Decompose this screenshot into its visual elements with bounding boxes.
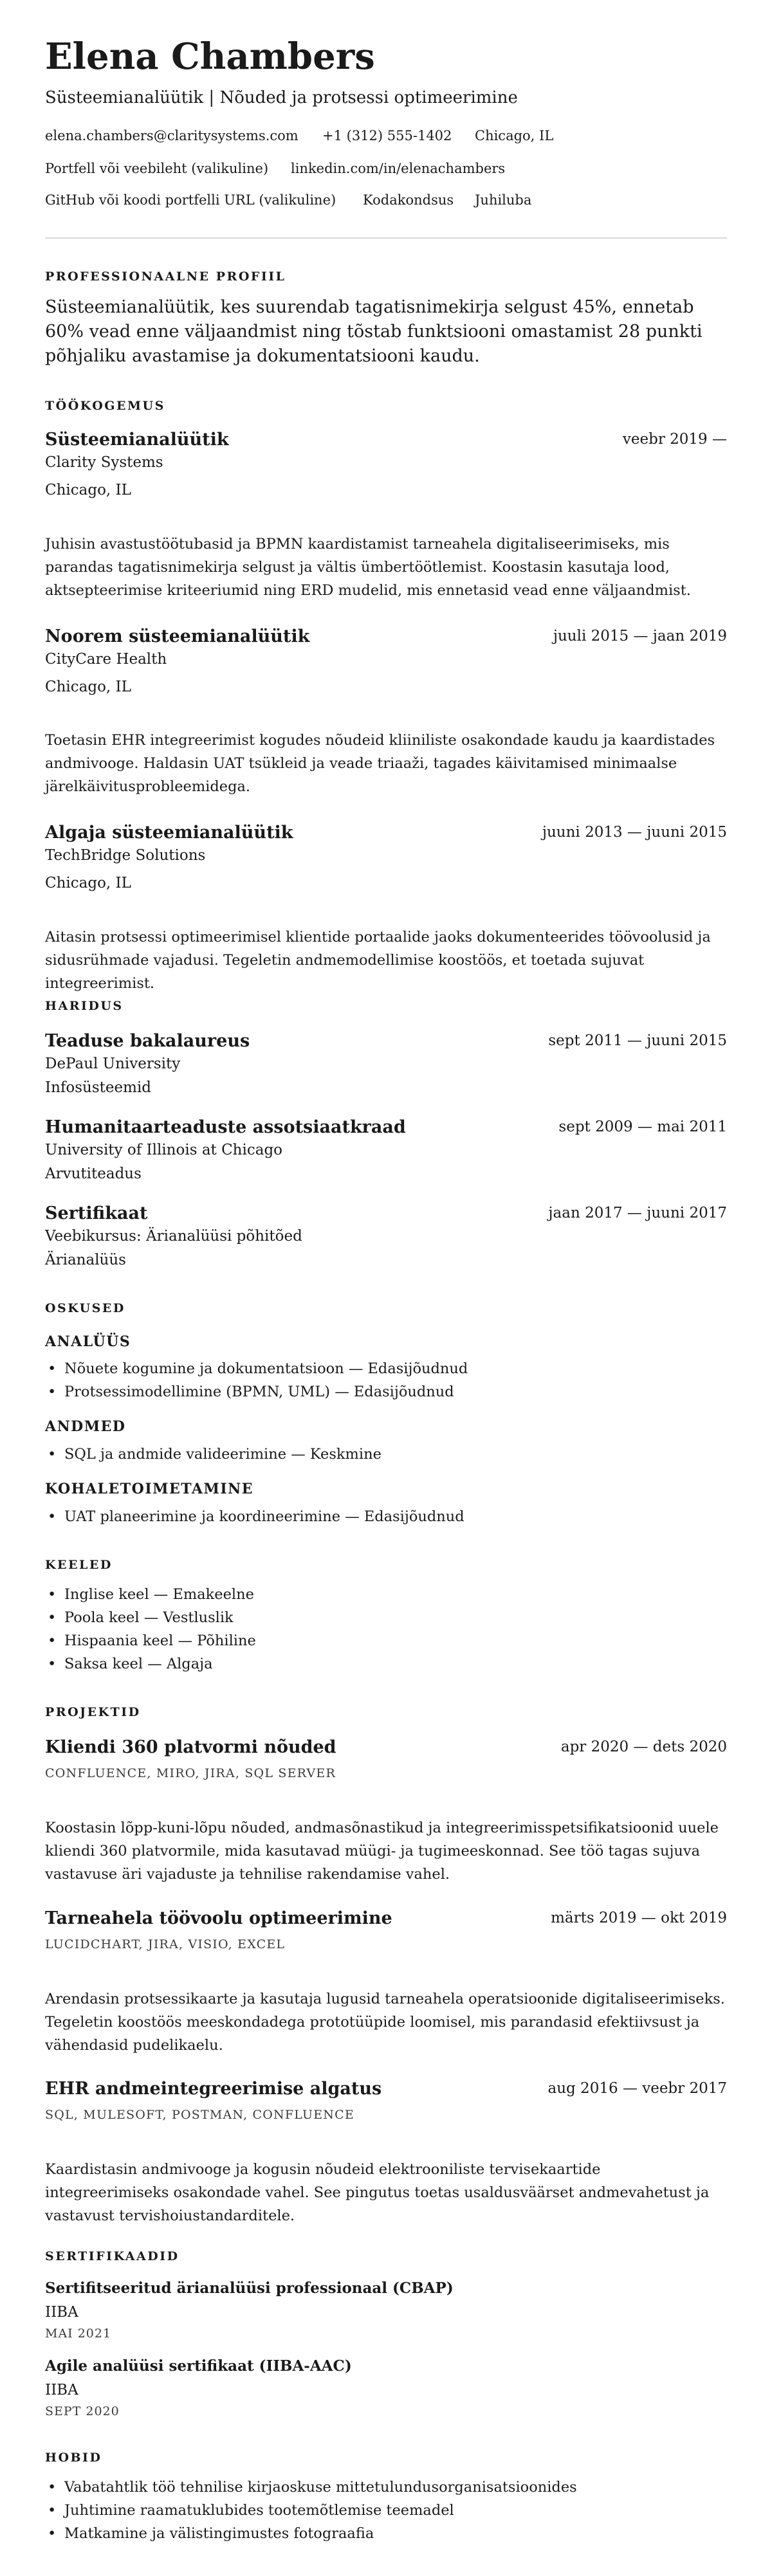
skill-group-title: KOHALETOIMETAMINE	[45, 1481, 253, 1497]
project-tools: SQL, MULESOFT, POSTMAN, CONFLUENCE	[45, 2108, 354, 2122]
job-location: Chicago, IL	[45, 482, 131, 498]
project-tools: CONFLUENCE, MIRO, JIRA, SQL SERVER	[45, 1766, 336, 1780]
header-divider	[45, 237, 727, 239]
school-name: DePaul University	[45, 1055, 181, 1072]
linkedin-link[interactable]: linkedin.com/in/elenachambers	[291, 161, 506, 176]
project-dates: apr 2020 — dets 2020	[560, 1739, 727, 1755]
github-link[interactable]: GitHub või koodi portfelli URL (valikuline)	[45, 192, 336, 208]
job-company: Clarity Systems	[45, 454, 163, 471]
job-description: Juhisin avastustöötubasid ja BPMN kaardistamist tarneahela digitaliseerimiseks, mis parandas tagatisnimekirja selgust ja vältis ümbertöötlemist. Koostasin kasutaja lood, aktsepteerimise kriteeriumid ning ERD mudelid, mis ennetasid vead enne väljaandmist.	[45, 536, 691, 599]
section-heading-projects: PROJEKTID	[45, 1705, 141, 1719]
degree-dates: jaan 2017 — juuni 2017	[548, 1205, 727, 1221]
school-name: Veebikursus: Ärianalüüsi põhitõed	[45, 1228, 302, 1245]
job-company: TechBridge Solutions	[45, 847, 206, 864]
project-title: Kliendi 360 platvormi nõuded	[45, 1737, 336, 1757]
cert-issuer: IIBA	[45, 2382, 78, 2398]
degree-title: Teaduse bakalaureus	[45, 1031, 250, 1051]
language-item: • Saksa keel — Algaja	[45, 1656, 213, 1672]
project-tools: LUCIDCHART, JIRA, VISIO, EXCEL	[45, 1937, 286, 1951]
project-dates: märts 2019 — okt 2019	[551, 1910, 727, 1926]
job-dates: juuni 2013 — juuni 2015	[542, 824, 727, 841]
skill-item: • UAT planeerimine ja koordineerimine — Edasijõudnud	[45, 1508, 464, 1525]
hobby-item: • Juhtimine raamatuklubides tootemõtlemise teemadel	[45, 2502, 454, 2519]
project-dates: aug 2016 — veebr 2017	[547, 2080, 727, 2097]
job-location: Chicago, IL	[45, 875, 131, 891]
section-heading-education: HARIDUS	[45, 999, 124, 1013]
section-heading-skills: OSKUSED	[45, 1301, 125, 1315]
degree-field: Infosüsteemid	[45, 1079, 152, 1096]
job-dates: veebr 2019 —	[622, 431, 727, 448]
section-heading-profile: PROFESSIONAALNE PROFIIL	[45, 269, 286, 284]
citizenship: Kodakondsus	[363, 192, 454, 208]
degree-title: Sertifikaat	[45, 1203, 148, 1223]
cert-date: MAI 2021	[45, 2326, 112, 2341]
degree-field: Arvutiteadus	[45, 1165, 142, 1182]
degree-dates: sept 2011 — juuni 2015	[548, 1032, 727, 1049]
project-description: Koostasin lõpp-kuni-lõpu nõuded, andmasõnastikud ja integreerimisspetsifikatsioonid uuele kliendi 360 platvormile, mida kasutavad müügi- ja tugimeeskonnad. See töö tagas sujuva vastavuse äri vajaduste ja tehnilise rakendamise vahel.	[45, 1820, 719, 1883]
project-title: Tarneahela töövoolu optimeerimine	[45, 1908, 392, 1928]
job-dates: juuli 2015 — jaan 2019	[553, 628, 727, 644]
degree-field: Ärianalüüs	[45, 1252, 126, 1268]
job-company: CityCare Health	[45, 651, 167, 668]
section-heading-certifications: SERTIFIKAADID	[45, 2249, 179, 2263]
skill-item: • Nõuete kogumine ja dokumentatsioon — Edasijõudnud	[45, 1360, 468, 1377]
project-title: EHR andmeintegreerimise algatus	[45, 2079, 382, 2099]
cert-date: SEPT 2020	[45, 2404, 120, 2418]
skill-group-title: ANDMED	[45, 1418, 126, 1435]
language-item: • Inglise keel — Emakeelne	[45, 1586, 254, 1603]
project-description: Kaardistasin andmivooge ja kogusin nõudeid elektrooniliste tervisekaartide integreerimiseks osakondade vahel. See pingutus toetas usaldusväärset andmevahetust ja vastavust tervishoiustandarditele.	[45, 2161, 710, 2224]
section-heading-experience: TÖÖKOGEMUS	[45, 399, 165, 413]
headline: Süsteemianalüütik | Nõuded ja protsessi optimeerimine	[45, 88, 518, 107]
job-title: Algaja süsteemianalüütik	[45, 823, 293, 843]
degree-title: Humanitaarteaduste assotsiaatkraad	[45, 1117, 406, 1137]
job-title: Süsteemianalüütik	[45, 430, 229, 450]
portfolio-link[interactable]: Portfell või veebileht (valikuline)	[45, 161, 269, 176]
hobby-item: • Vabatahtlik töö tehnilise kirjaoskuse mittetulundusorganisatsioonides	[45, 2479, 577, 2496]
section-heading-languages: KEELED	[45, 1558, 113, 1572]
cert-issuer: IIBA	[45, 2304, 78, 2321]
drivers-license: Juhiluba	[475, 192, 532, 208]
language-item: • Poola keel — Vestluslik	[45, 1609, 234, 1626]
skill-group-title: ANALÜÜS	[45, 1333, 131, 1350]
contact-location: Chicago, IL	[475, 128, 554, 143]
degree-dates: sept 2009 — mai 2011	[558, 1119, 727, 1135]
cert-name: Sertifitseeritud ärianalüüsi professionaal (CBAP)	[45, 2279, 454, 2297]
profile-summary: Süsteemianalüütik, kes suurendab tagatisnimekirja selgust 45%, ennetab 60% vead enne väljaandmist ning tõstab funktsiooni omastamist 28 punkti põhjaliku avastamise ja dokumentatsiooni kaudu.	[45, 297, 703, 366]
contact-email[interactable]: elena.chambers@claritysystems.com	[45, 128, 299, 143]
contact-phone[interactable]: +1 (312) 555-1402	[322, 128, 452, 143]
job-title: Noorem süsteemianalüütik	[45, 626, 310, 646]
job-location: Chicago, IL	[45, 679, 131, 695]
skill-item: • SQL ja andmide valideerimine — Keskmine	[45, 1446, 381, 1463]
language-item: • Hispaania keel — Põhiline	[45, 1632, 256, 1649]
candidate-name: Elena Chambers	[45, 35, 375, 78]
job-description: Aitasin protsessi optimeerimisel klientide portaalide jaoks dokumenteerides töövoolusid ja sidusrühmade vajadusi. Tegeletin andmemodellimise koostöös, et toetada sujuvat integreerimist.	[45, 929, 711, 992]
section-heading-hobbies: HOBID	[45, 2451, 102, 2465]
skill-item: • Protsessimodellimine (BPMN, UML) — Edasijõudnud	[45, 1384, 454, 1400]
hobby-item: • Matkamine ja välistingimustes fotograafia	[45, 2525, 374, 2542]
job-description: Toetasin EHR integreerimist kogudes nõudeid kliiniliste osakondade kaudu ja kaardistades andmivooge. Haldasin UAT tsükleid ja veade triaaži, tagades käivitamised minimaalse järelkäivitusprobleemidega.	[45, 732, 715, 795]
project-description: Arendasin protsessikaarte ja kasutaja lugusid tarneahela operatsioonide digitaliseerimiseks. Tegeletin koostöös meeskondadega prototüüpide loomisel, mis parandasid efektiivsust ja vähendasid pudelikaelu.	[45, 1991, 725, 2054]
school-name: University of Illinois at Chicago	[45, 1142, 283, 1158]
cert-name: Agile analüüsi sertifikaat (IIBA-AAC)	[45, 2357, 352, 2375]
